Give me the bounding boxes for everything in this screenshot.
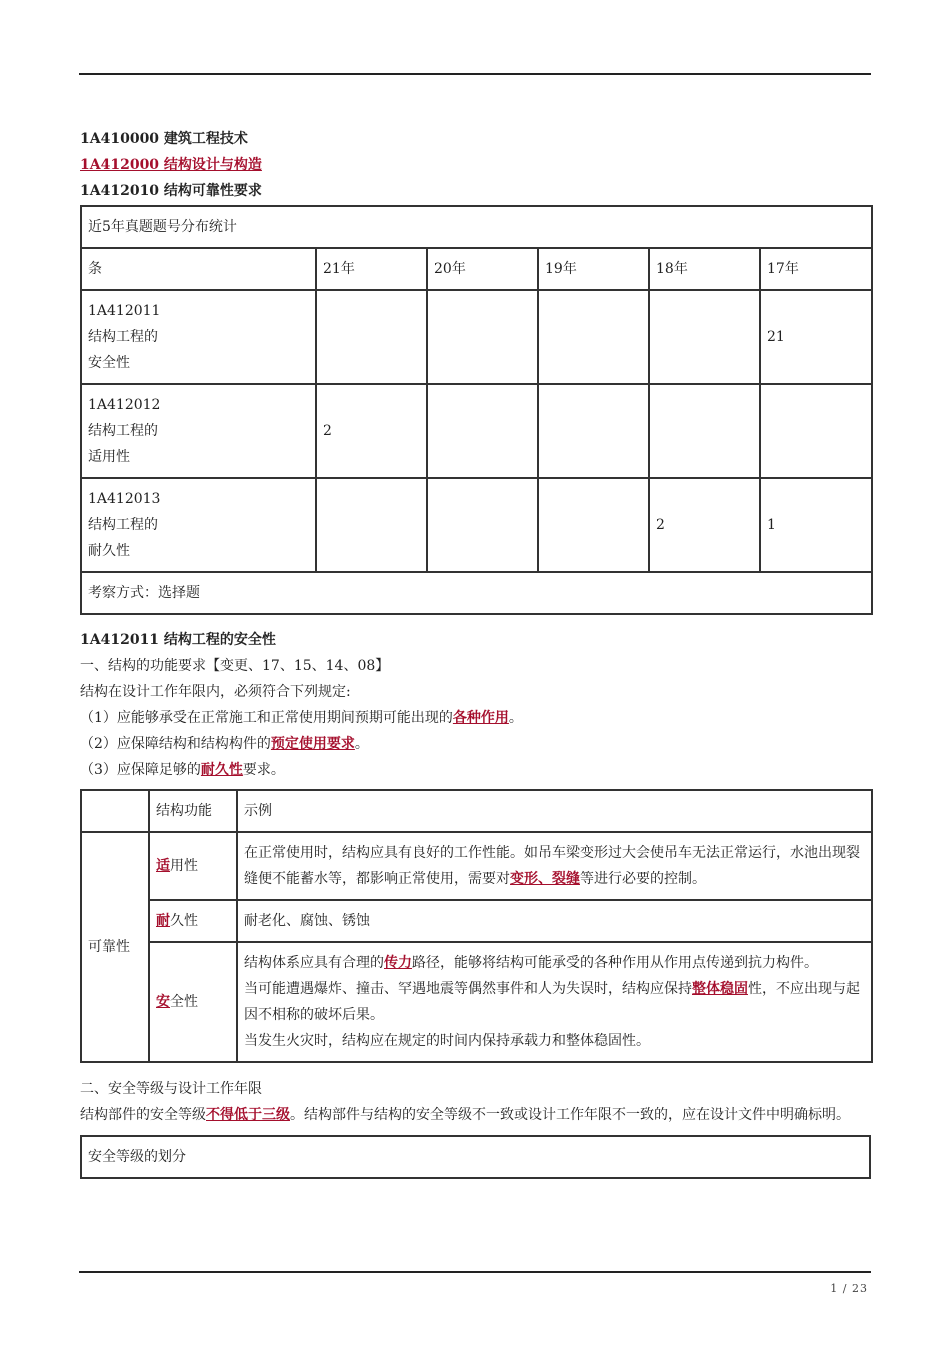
row-label: 1A412012 结构工程的 适用性 bbox=[81, 384, 316, 478]
table-cell: 1 bbox=[760, 478, 872, 572]
table-row bbox=[81, 478, 872, 572]
stats-table-footer: 考察方式：选择题 bbox=[81, 572, 872, 614]
table-row bbox=[81, 290, 872, 384]
table-cell bbox=[649, 290, 760, 384]
stats-table-header-row bbox=[81, 248, 872, 290]
safety-level-table bbox=[80, 1135, 871, 1179]
keyword-highlight: 整体稳固 bbox=[692, 981, 748, 997]
table-row bbox=[81, 384, 872, 478]
heading-section-link[interactable]: 1A412000 结构设计与构造 bbox=[80, 157, 262, 173]
exam-stats-table bbox=[80, 205, 873, 615]
col-header: 18年 bbox=[649, 248, 760, 290]
function-name: 适用性 bbox=[149, 832, 237, 900]
table-cell: 2 bbox=[649, 478, 760, 572]
col-header: 21年 bbox=[316, 248, 427, 290]
list-item: （3）应保障足够的耐久性要求。 bbox=[80, 762, 285, 778]
page-number: 1 / 23 bbox=[830, 1282, 868, 1295]
stats-table-title: 近5年真题题号分布统计 bbox=[81, 206, 872, 248]
table-cell bbox=[538, 384, 649, 478]
function-name: 安全性 bbox=[149, 942, 237, 1062]
col-header: 结构功能 bbox=[149, 790, 237, 832]
col-header: 17年 bbox=[760, 248, 872, 290]
header-rule bbox=[79, 73, 871, 75]
keyword-highlight: 耐久性 bbox=[200, 762, 243, 778]
table-row bbox=[81, 832, 872, 900]
table-row bbox=[81, 900, 872, 942]
table-cell bbox=[538, 290, 649, 384]
heading-subsection: 1A412010 结构可靠性要求 bbox=[80, 183, 262, 199]
example-cell: 在正常使用时，结构应具有良好的工作性能。如吊车梁变形过大会使吊车无法正常运行，水池出现裂缝便不能蓄水等，都影响正常使用，需要对变形、裂缝等进行必要的控制。 bbox=[237, 832, 872, 900]
section-heading: 1A412011 结构工程的安全性 bbox=[80, 632, 276, 648]
group-label: 可靠性 bbox=[81, 832, 149, 1062]
keyword-highlight: 预定使用要求 bbox=[270, 736, 355, 752]
table-cell bbox=[316, 478, 427, 572]
keyword-highlight: 各种作用 bbox=[452, 710, 509, 726]
col-header: 示例 bbox=[237, 790, 872, 832]
document-body bbox=[80, 126, 871, 1179]
col-header: 条 bbox=[81, 248, 316, 290]
table-cell bbox=[760, 384, 872, 478]
table-cell bbox=[649, 384, 760, 478]
footer-rule bbox=[79, 1271, 871, 1273]
section-heading: 二、安全等级与设计工作年限 bbox=[80, 1081, 262, 1097]
paragraph: 结构部件的安全等级不得低于三级。结构部件与结构的安全等级不一致或设计工作年限不一致的，应在设计文件中明确标明。 bbox=[80, 1107, 850, 1123]
table-row bbox=[81, 942, 872, 1062]
table-cell bbox=[316, 290, 427, 384]
list-item: （2）应保障结构和结构构件的预定使用要求。 bbox=[80, 736, 369, 752]
keyword-highlight: 传力 bbox=[384, 955, 412, 971]
table-cell: 21 bbox=[760, 290, 872, 384]
paragraph: 结构在设计工作年限内，必须符合下列规定: bbox=[80, 684, 351, 700]
table-cell: 2 bbox=[316, 384, 427, 478]
table-cell bbox=[538, 478, 649, 572]
table-cell bbox=[427, 478, 538, 572]
row-label: 1A412013 结构工程的 耐久性 bbox=[81, 478, 316, 572]
list-item: （1）应能够承受在正常施工和正常使用期间预期可能出现的各种作用。 bbox=[80, 710, 523, 726]
heading-chapter: 1A410000 建筑工程技术 bbox=[80, 131, 248, 147]
table-cell bbox=[81, 790, 149, 832]
example-cell: 结构体系应具有合理的传力路径，能够将结构可能承受的各种作用从作用点传递到抗力构件。 当可能遭遇爆炸、撞击、罕遇地震等偶然事件和人为失误时，结构应保持整体稳固性，不应出现与起因不相称的破坏后果。 当发生火灾时，结构应在规定的时间内保持承载力和整体稳固性。 bbox=[237, 942, 872, 1062]
keyword-highlight: 变形、裂缝 bbox=[510, 871, 580, 887]
subheading: 一、结构的功能要求【变更、17、15、14、08】 bbox=[80, 658, 390, 674]
table-cell bbox=[427, 384, 538, 478]
function-name: 耐久性 bbox=[149, 900, 237, 942]
table-cell bbox=[427, 290, 538, 384]
col-header: 20年 bbox=[427, 248, 538, 290]
keyword-highlight: 不得低于三级 bbox=[206, 1107, 290, 1123]
safety-level-table-title: 安全等级的划分 bbox=[81, 1136, 870, 1178]
function-table bbox=[80, 789, 873, 1063]
col-header: 19年 bbox=[538, 248, 649, 290]
function-table-header-row bbox=[81, 790, 872, 832]
row-label: 1A412011 结构工程的 安全性 bbox=[81, 290, 316, 384]
example-cell: 耐老化、腐蚀、锈蚀 bbox=[237, 900, 872, 942]
